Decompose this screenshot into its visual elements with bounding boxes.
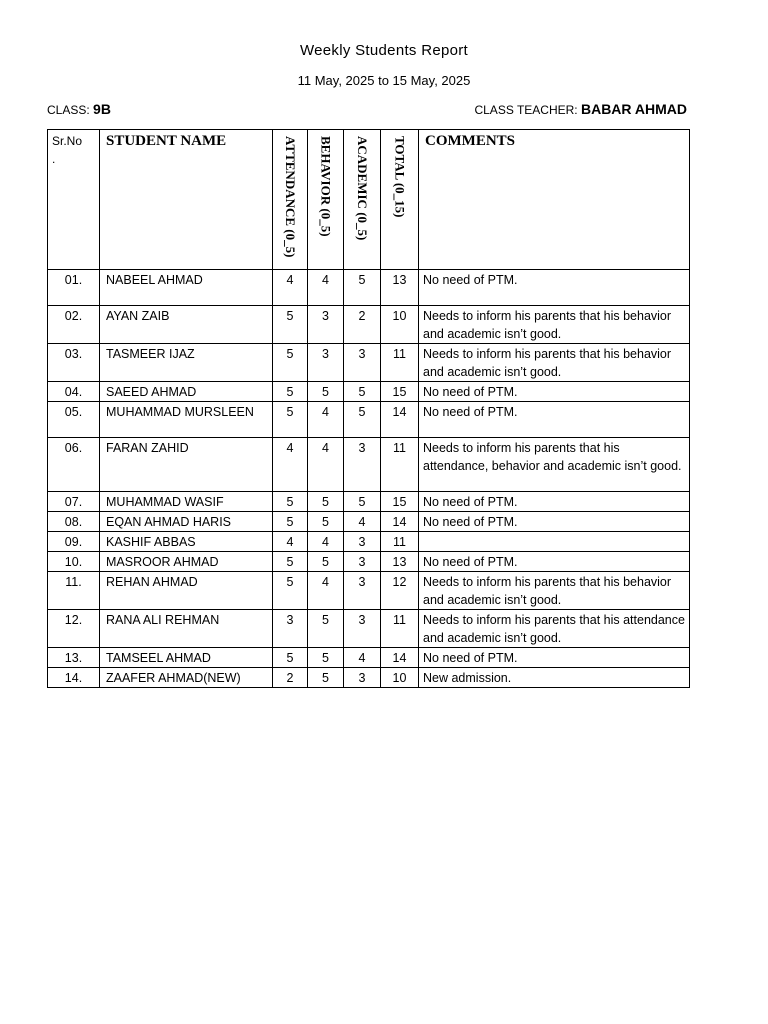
cell-behavior: 3: [308, 306, 344, 344]
table-row: [48, 532, 690, 552]
cell-comments: No need of PTM.: [419, 552, 690, 572]
cell-sr-no: 04.: [48, 382, 100, 402]
cell-behavior: 5: [308, 668, 344, 688]
report-date-range: 11 May, 2025 to 15 May, 2025: [297, 73, 471, 88]
cell-total: 12: [381, 572, 419, 610]
cell-comments: New admission.: [419, 668, 690, 688]
cell-attendance: 5: [273, 572, 308, 610]
cell-student-name: ZAAFER AHMAD(NEW): [100, 668, 273, 688]
cell-comments: No need of PTM.: [419, 492, 690, 512]
cell-student-name: SAEED AHMAD: [100, 382, 273, 402]
cell-comments: No need of PTM.: [419, 512, 690, 532]
cell-student-name: TASMEER IJAZ: [100, 344, 273, 382]
cell-total: 14: [381, 648, 419, 668]
cell-comments: No need of PTM.: [419, 402, 690, 438]
cell-behavior: 5: [308, 512, 344, 532]
cell-behavior: 5: [308, 648, 344, 668]
cell-sr-no: 14.: [48, 668, 100, 688]
cell-attendance: 5: [273, 344, 308, 382]
cell-comments: Needs to inform his parents that his attendance, behavior and academic isn’t good.: [419, 438, 690, 492]
header-attendance-text: ATTENDANCE (0_5): [283, 136, 298, 258]
cell-total: 14: [381, 512, 419, 532]
table-row: [48, 344, 690, 382]
table-header-row: [48, 130, 690, 270]
header-total-text: TOTAL (0_15): [392, 136, 408, 218]
cell-student-name: AYAN ZAIB: [100, 306, 273, 344]
cell-academic: 5: [344, 402, 381, 438]
header-comments: COMMENTS: [419, 130, 690, 270]
cell-total: 13: [381, 270, 419, 306]
cell-behavior: 5: [308, 382, 344, 402]
cell-sr-no: 10.: [48, 552, 100, 572]
report-title: Weekly Students Report: [299, 42, 469, 59]
cell-attendance: 4: [273, 270, 308, 306]
cell-academic: 3: [344, 668, 381, 688]
header-academic-text: ACADEMIC (0_5): [355, 136, 370, 241]
cell-comments: Needs to inform his parents that his attendance and academic isn’t good.: [419, 610, 690, 648]
cell-academic: 4: [344, 648, 381, 668]
header-total: [381, 130, 419, 270]
cell-student-name: EQAN AHMAD HARIS: [100, 512, 273, 532]
cell-behavior: 4: [308, 270, 344, 306]
cell-total: 15: [381, 492, 419, 512]
cell-comments: Needs to inform his parents that his behavior and academic isn’t good.: [419, 344, 690, 382]
table-row: [48, 306, 690, 344]
cell-attendance: 3: [273, 610, 308, 648]
cell-comments: No need of PTM.: [419, 270, 690, 306]
cell-comments: No need of PTM.: [419, 382, 690, 402]
cell-sr-no: 13.: [48, 648, 100, 668]
cell-academic: 4: [344, 512, 381, 532]
table-row: [48, 382, 690, 402]
cell-comments: [419, 532, 690, 552]
table-row: [48, 438, 690, 492]
cell-academic: 3: [344, 532, 381, 552]
cell-comments: No need of PTM.: [419, 648, 690, 668]
header-student-name: STUDENT NAME: [100, 130, 273, 270]
header-academic: [344, 130, 381, 270]
cell-sr-no: 02.: [48, 306, 100, 344]
cell-behavior: 3: [308, 344, 344, 382]
cell-attendance: 5: [273, 306, 308, 344]
cell-total: 15: [381, 382, 419, 402]
cell-attendance: 5: [273, 402, 308, 438]
table-row: [48, 512, 690, 532]
cell-academic: 2: [344, 306, 381, 344]
cell-academic: 5: [344, 270, 381, 306]
cell-sr-no: 09.: [48, 532, 100, 552]
students-table: [47, 129, 690, 688]
cell-academic: 3: [344, 438, 381, 492]
cell-academic: 3: [344, 572, 381, 610]
cell-academic: 5: [344, 492, 381, 512]
cell-total: 11: [381, 610, 419, 648]
teacher-value: BABAR AHMAD: [580, 101, 687, 117]
cell-attendance: 5: [273, 552, 308, 572]
cell-sr-no: 05.: [48, 402, 100, 438]
teacher-label: CLASS TEACHER:: [474, 103, 578, 117]
cell-student-name: NABEEL AHMAD: [100, 270, 273, 306]
cell-student-name: FARAN ZAHID: [100, 438, 273, 492]
cell-sr-no: 07.: [48, 492, 100, 512]
cell-sr-no: 12.: [48, 610, 100, 648]
cell-behavior: 4: [308, 402, 344, 438]
teacher-info: [474, 101, 687, 117]
table-row: [48, 610, 690, 648]
cell-sr-no: 06.: [48, 438, 100, 492]
cell-behavior: 4: [308, 572, 344, 610]
cell-sr-no: 03.: [48, 344, 100, 382]
cell-attendance: 5: [273, 648, 308, 668]
table-row: [48, 668, 690, 688]
cell-behavior: 5: [308, 552, 344, 572]
class-value: 9B: [93, 101, 111, 117]
cell-student-name: MUHAMMAD WASIF: [100, 492, 273, 512]
cell-behavior: 4: [308, 532, 344, 552]
table-row: [48, 572, 690, 610]
cell-sr-no: 01.: [48, 270, 100, 306]
header-sr-no: [48, 130, 100, 270]
cell-student-name: KASHIF ABBAS: [100, 532, 273, 552]
table-row: [48, 402, 690, 438]
cell-total: 11: [381, 532, 419, 552]
cell-behavior: 5: [308, 610, 344, 648]
cell-total: 13: [381, 552, 419, 572]
table-row: [48, 270, 690, 306]
cell-total: 11: [381, 344, 419, 382]
cell-attendance: 2: [273, 668, 308, 688]
cell-attendance: 4: [273, 438, 308, 492]
cell-sr-no: 08.: [48, 512, 100, 532]
header-attendance: [273, 130, 308, 270]
cell-academic: 5: [344, 382, 381, 402]
class-info: [47, 101, 111, 117]
class-label: CLASS:: [47, 103, 90, 117]
header-behavior-text: BEHAVIOR (0_5): [318, 136, 334, 237]
cell-student-name: MASROOR AHMAD: [100, 552, 273, 572]
cell-total: 10: [381, 306, 419, 344]
table-row: [48, 552, 690, 572]
header-sr-no-text: Sr.No .: [52, 134, 83, 166]
cell-attendance: 5: [273, 382, 308, 402]
cell-total: 14: [381, 402, 419, 438]
cell-total: 10: [381, 668, 419, 688]
cell-academic: 3: [344, 610, 381, 648]
table-row: [48, 648, 690, 668]
cell-academic: 3: [344, 344, 381, 382]
cell-comments: Needs to inform his parents that his behavior and academic isn’t good.: [419, 572, 690, 610]
cell-attendance: 4: [273, 532, 308, 552]
cell-student-name: REHAN AHMAD: [100, 572, 273, 610]
cell-attendance: 5: [273, 512, 308, 532]
header-behavior: [308, 130, 344, 270]
cell-attendance: 5: [273, 492, 308, 512]
cell-sr-no: 11.: [48, 572, 100, 610]
table-row: [48, 492, 690, 512]
cell-academic: 3: [344, 552, 381, 572]
cell-behavior: 4: [308, 438, 344, 492]
cell-total: 11: [381, 438, 419, 492]
cell-comments: Needs to inform his parents that his behavior and academic isn’t good.: [419, 306, 690, 344]
cell-student-name: RANA ALI REHMAN: [100, 610, 273, 648]
cell-student-name: TAMSEEL AHMAD: [100, 648, 273, 668]
cell-behavior: 5: [308, 492, 344, 512]
cell-student-name: MUHAMMAD MURSLEEN: [100, 402, 273, 438]
